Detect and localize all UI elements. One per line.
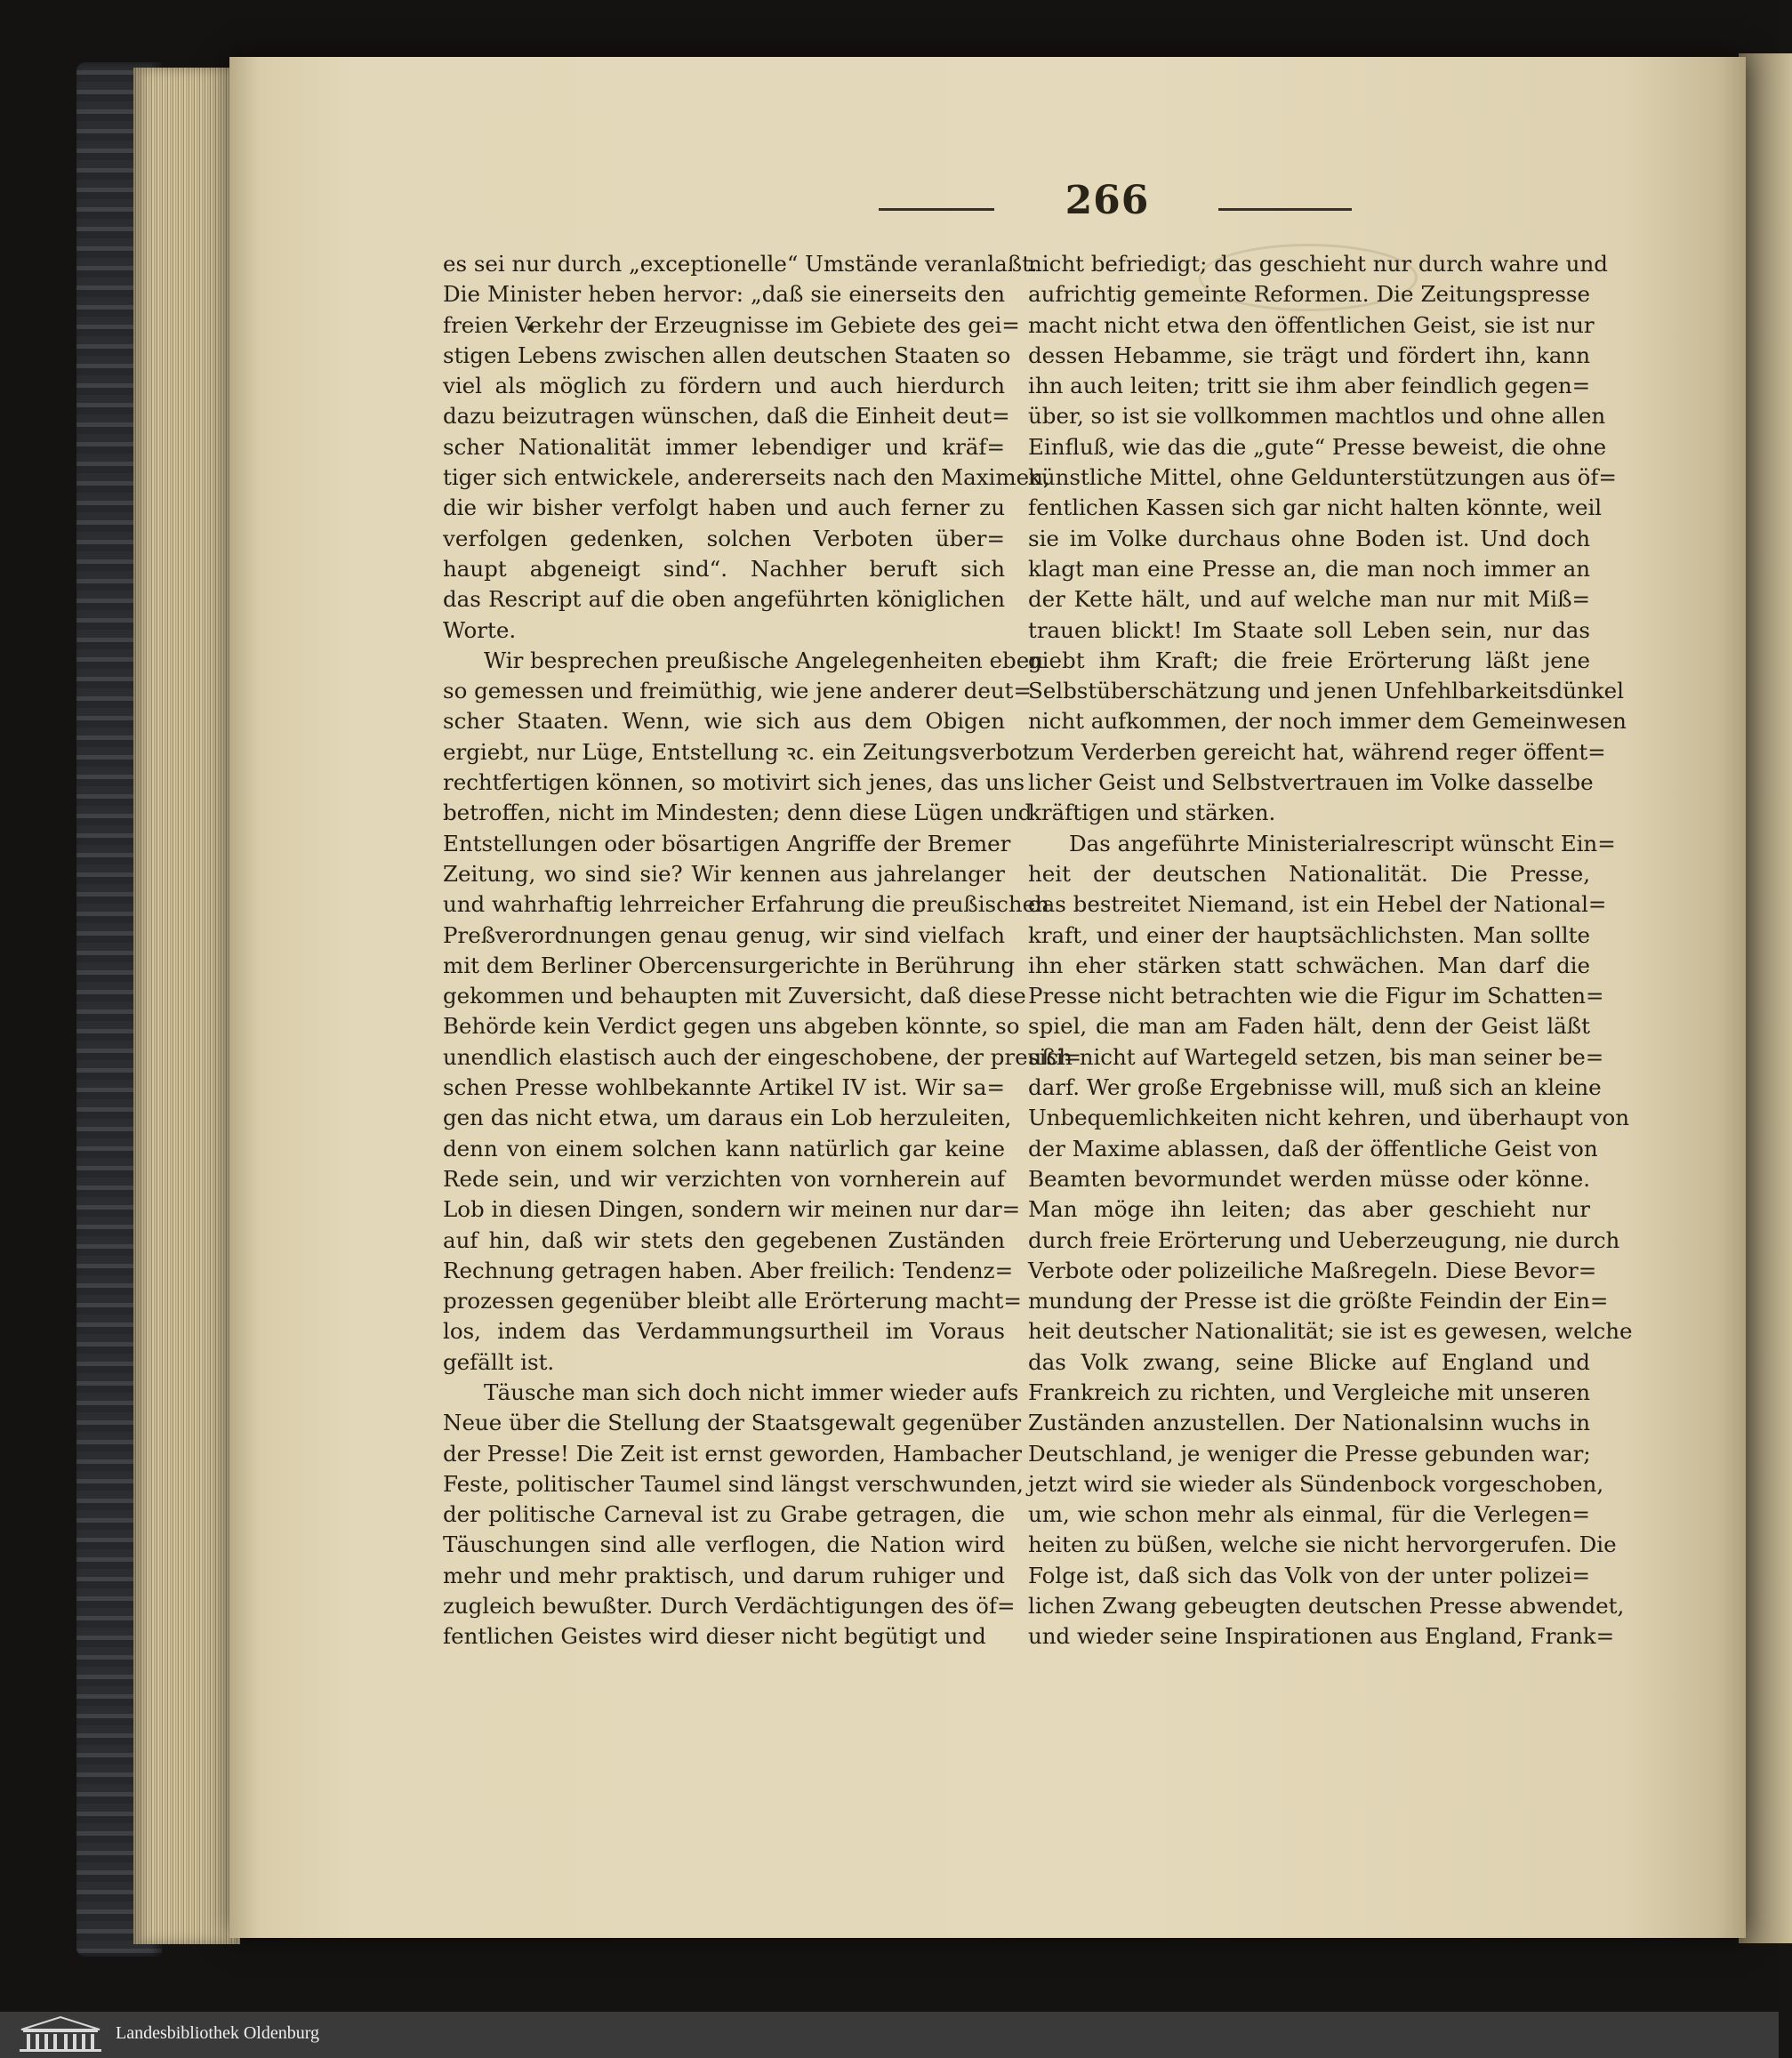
library-name: Landesbibliothek Oldenburg — [116, 2023, 320, 2043]
text-line: trauen blickt! Im Staate soll Leben sein, nur das — [1028, 616, 1590, 643]
text-line: Einfluß, wie das die „gute“ Presse beweist, die ohne — [1028, 433, 1607, 460]
text-line: Täuschungen sind alle verflogen, die Nation wird — [443, 1531, 1005, 1558]
text-line: Presse nicht betrachten wie die Figur im Schatten= — [1028, 983, 1604, 1009]
text-line: klagt man eine Presse an, die man noch immer an — [1028, 555, 1590, 582]
text-line: verfolgen gedenken, solchen Verboten über= — [443, 525, 1005, 551]
text-line: tiger sich entwickele, andererseits nach den Maximen, — [443, 464, 1050, 491]
text-line: künstliche Mittel, ohne Geldunterstützungen aus öf= — [1028, 464, 1617, 491]
text-line: Man möge ihn leiten; das aber geschieht nur — [1028, 1196, 1590, 1223]
text-line: der Kette hält, und auf welche man nur mit Miß= — [1028, 586, 1590, 613]
text-line: zum Verderben gereicht hat, während reger öffent= — [1028, 738, 1606, 765]
text-line: kraft, und einer der hauptsächlichsten. Man sollte — [1028, 921, 1590, 948]
text-line: Entstellungen oder bösartigen Angriffe der Bremer — [443, 830, 1011, 856]
text-line: Rechnung getragen haben. Aber freilich: Tendenz= — [443, 1257, 1014, 1283]
text-column-left — [443, 249, 1082, 1652]
text-line: licher Geist und Selbstvertrauen im Volke dasselbe — [1028, 769, 1594, 796]
text-line: die wir bisher verfolgt haben und auch ferner zu — [443, 494, 1005, 521]
text-line: Selbstüberschätzung und jenen Unfehlbarkeitsdünkel — [1028, 678, 1624, 704]
text-line: freien Verkehr der Erzeugnisse im Gebiete des gei= — [443, 311, 1020, 338]
text-line: und wieder seine Inspirationen aus England, Frank= — [1028, 1623, 1615, 1650]
text-line: Verbote oder polizeiliche Maßregeln. Diese Bevor= — [1028, 1257, 1597, 1283]
text-line: dessen Hebamme, sie trägt und fördert ihn, kann — [1028, 342, 1590, 368]
text-line: scher Nationalität immer lebendiger und kräf= — [443, 433, 1005, 460]
text-line: nicht befriedigt; das geschieht nur durch wahre und — [1028, 251, 1608, 277]
header-rule-right — [1218, 208, 1352, 211]
text-line: los, indem das Verdammungsurtheil im Voraus — [443, 1318, 1005, 1345]
text-line: heiten zu büßen, welche sie nicht hervorgerufen. Die — [1028, 1531, 1617, 1558]
text-line: Neue über die Stellung der Staatsgewalt gegenüber — [443, 1410, 1022, 1436]
text-line: spiel, die man am Faden hält, denn der Geist läßt — [1028, 1013, 1590, 1040]
page-header — [229, 178, 1746, 231]
text-line: viel als möglich zu fördern und auch hierdurch — [443, 373, 1005, 399]
text-line: um, wie schon mehr als einmal, für die Verlegen= — [1028, 1501, 1590, 1528]
text-line: sie im Volke durchaus ohne Boden ist. Und doch — [1028, 525, 1590, 551]
text-line: Zuständen anzustellen. Der Nationalsinn wuchs in — [1028, 1410, 1590, 1436]
text-line: das bestreitet Niemand, ist ein Hebel der National= — [1028, 891, 1607, 918]
text-line: Unbequemlichkeiten nicht kehren, und überhaupt von — [1028, 1105, 1630, 1131]
text-line: stigen Lebens zwischen allen deutschen Staaten so — [443, 342, 1011, 368]
text-column-right — [1028, 249, 1633, 1652]
text-line: scher Staaten. Wenn, wie sich aus dem Obigen — [443, 708, 1005, 735]
text-line: darf. Wer große Ergebnisse will, muß sich an kleine — [1028, 1074, 1602, 1101]
text-line: so gemessen und freimüthig, wie jene anderer deut= — [443, 678, 1032, 704]
text-line: ergiebt, nur Lüge, Entstellung ꝛc. ein Zeitungsverbot — [443, 738, 1032, 765]
text-line: zugleich bewußter. Durch Verdächtigungen des öf= — [443, 1593, 1016, 1620]
text-line: sich nicht auf Wartegeld setzen, bis man seiner be= — [1028, 1043, 1604, 1070]
text-line: Zeitung, wo sind sie? Wir kennen aus jahrelanger — [443, 860, 1005, 887]
text-line: schen Presse wohlbekannte Artikel IV ist. Wir sa= — [443, 1074, 1005, 1101]
text-line: das Rescript auf die oben angeführten königlichen — [443, 586, 1005, 613]
text-line: Die Minister heben hervor: „daß sie einerseits den — [443, 281, 1005, 308]
text-line: fentlichen Kassen sich gar nicht halten könnte, weil — [1028, 494, 1603, 521]
text-line: Täusche man sich doch nicht immer wieder aufs — [484, 1379, 1019, 1405]
text-line: nicht aufkommen, der noch immer dem Gemeinwesen — [1028, 708, 1627, 735]
text-line: rechtfertigen können, so motivirt sich jenes, das uns — [443, 769, 1025, 796]
text-line: Deutschland, je weniger die Presse gebunden war; — [1028, 1440, 1591, 1467]
text-line: Beamten bevormundet werden müsse oder könne. — [1028, 1165, 1590, 1192]
text-line: der Maxime ablassen, daß der öffentliche Geist von — [1028, 1135, 1598, 1162]
text-line: unendlich elastisch auch der eingeschobene, der preußi= — [443, 1043, 1082, 1070]
text-line: heit der deutschen Nationalität. Die Presse, — [1028, 860, 1590, 887]
footer-bar — [0, 2012, 1779, 2058]
text-line: dazu beizutragen wünschen, daß die Einheit deut= — [443, 403, 1010, 430]
text-line: gekommen und behaupten mit Zuversicht, daß diese — [443, 983, 1026, 1009]
text-line: es sei nur durch „exceptionelle“ Umstände veranlaßt. — [443, 251, 1038, 277]
text-line: über, so ist sie vollkommen machtlos und ohne allen — [1028, 403, 1606, 430]
text-line: gefällt ist. — [443, 1348, 555, 1375]
header-rule-left — [879, 208, 994, 211]
text-line: Frankreich zu richten, und Vergleiche mit unseren — [1028, 1379, 1590, 1405]
text-line: mit dem Berliner Obercensurgerichte in Berührung — [443, 952, 1016, 978]
page-edges — [133, 68, 240, 1944]
text-line: kräftigen und stärken. — [1028, 800, 1276, 826]
text-line: giebt ihm Kraft; die freie Erörterung läßt jene — [1028, 647, 1590, 673]
text-line: Feste, politischer Taumel sind längst verschwunden, — [443, 1470, 1024, 1497]
text-line: mehr und mehr praktisch, und darum ruhiger und — [443, 1562, 1005, 1588]
facing-page-edge — [1739, 53, 1792, 1943]
library-building-icon — [16, 2015, 105, 2054]
text-line: betroffen, nicht im Mindesten; denn diese Lügen und — [443, 800, 1033, 826]
text-line: haupt abgeneigt sind“. Nachher beruft sich — [443, 555, 1005, 582]
text-line: fentlichen Geistes wird dieser nicht begütigt und — [443, 1623, 986, 1650]
text-line: denn von einem solchen kann natürlich gar keine — [443, 1135, 1005, 1162]
text-line: Preßverordnungen genau genug, wir sind vielfach — [443, 921, 1005, 948]
text-line: Worte. — [443, 616, 517, 643]
text-line: der Presse! Die Zeit ist ernst geworden, Hambacher — [443, 1440, 1023, 1467]
book-page — [229, 57, 1746, 1938]
text-line: gen das nicht etwa, um daraus ein Lob herzuleiten, — [443, 1105, 1012, 1131]
text-line: Das angeführte Ministerialrescript wünscht Ein= — [1069, 830, 1616, 856]
text-line: ihn auch leiten; tritt sie ihm aber feindlich gegen= — [1028, 373, 1591, 399]
text-line: und wahrhaftig lehrreicher Erfahrung die preußischen — [443, 891, 1049, 918]
text-line: auf hin, daß wir stets den gegebenen Zuständen — [443, 1226, 1005, 1253]
text-line: lichen Zwang gebeugten deutschen Presse abwendet, — [1028, 1593, 1625, 1620]
text-line: Lob in diesen Dingen, sondern wir meinen nur dar= — [443, 1196, 1021, 1223]
text-line: Wir besprechen preußische Angelegenheiten eben — [484, 647, 1043, 673]
text-line: mundung der Presse ist die größte Feindin der Ein= — [1028, 1288, 1609, 1314]
text-line: der politische Carneval ist zu Grabe getragen, die — [443, 1501, 1005, 1528]
text-line: macht nicht etwa den öffentlichen Geist, sie ist nur — [1028, 311, 1595, 338]
text-line: Rede sein, und wir verzichten von vornherein auf — [443, 1165, 1005, 1192]
text-line: Folge ist, daß sich das Volk von der unter polizei= — [1028, 1562, 1590, 1588]
text-line: heit deutscher Nationalität; sie ist es gewesen, welche — [1028, 1318, 1633, 1345]
text-line: prozessen gegenüber bleibt alle Erörterung macht= — [443, 1288, 1022, 1314]
text-line: jetzt wird sie wieder als Sündenbock vorgeschoben, — [1028, 1470, 1604, 1497]
page-number: 266 — [1065, 178, 1150, 223]
text-line: Behörde kein Verdict gegen uns abgeben könnte, so — [443, 1013, 1020, 1040]
text-line: ihn eher stärken statt schwächen. Man darf die — [1028, 952, 1590, 978]
text-line: das Volk zwang, seine Blicke auf England und — [1028, 1348, 1590, 1375]
text-line: durch freie Erörterung und Ueberzeugung, nie durch — [1028, 1226, 1620, 1253]
text-line: aufrichtig gemeinte Reformen. Die Zeitungspresse — [1028, 281, 1590, 308]
